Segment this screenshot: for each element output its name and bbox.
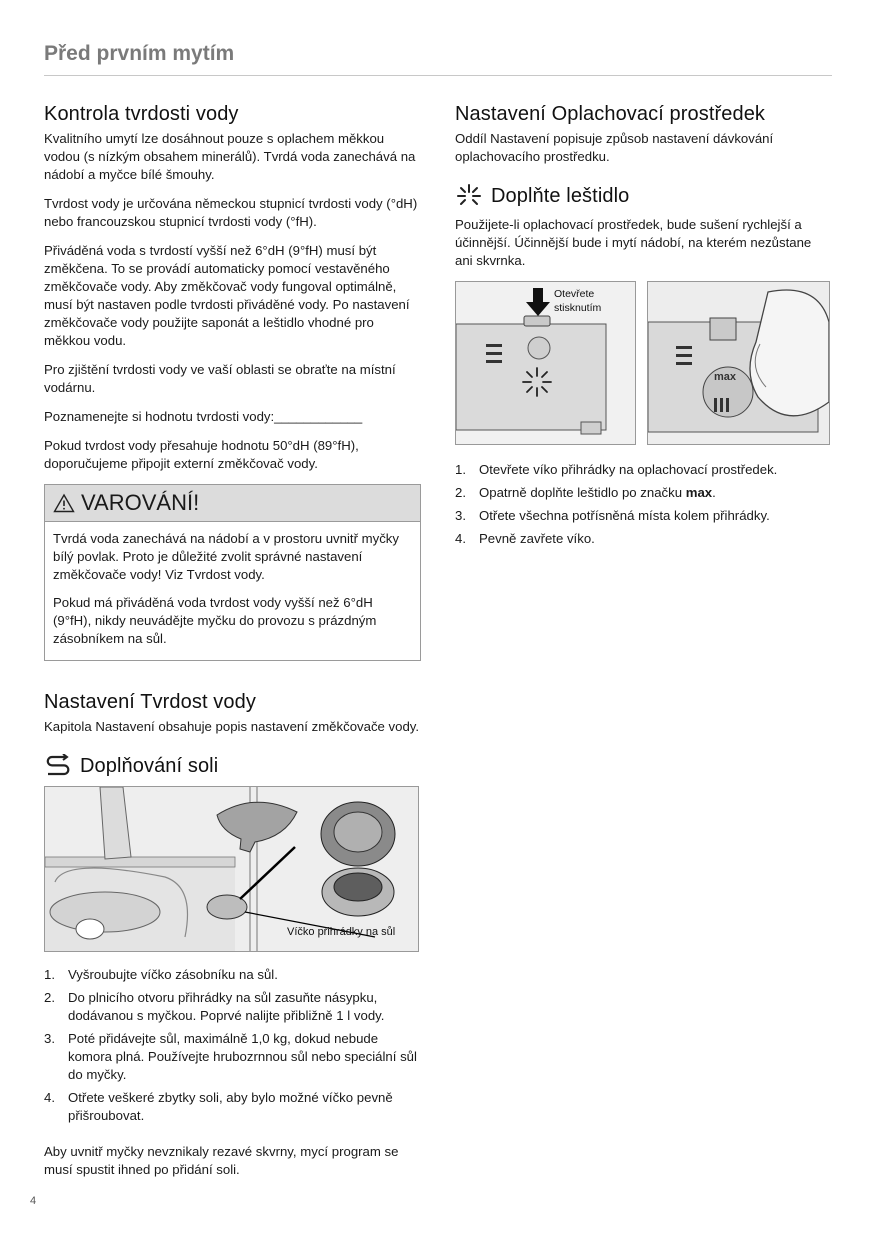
hardness-paragraph: Tvrdost vody je určována německou stupnicí tvrdosti vody (°dH) nebo francouzskou stupnicí tvrdosti vody (°fH). [44,196,418,229]
step-number: 4. [44,1090,55,1105]
step-number: 4. [455,531,466,546]
step-text [479,484,716,502]
max-mark-label: max [714,371,737,383]
step-text: Otřete veškeré zbytky soli, aby bylo možné víčko pevně přišroubovat. [68,1090,393,1123]
warning-box [44,484,421,661]
rinse-fill-drawing [648,282,829,444]
step-text: Vyšroubujte víčko zásobníku na sůl. [68,967,278,982]
list-item [44,989,421,1025]
hardness-paragraph: Pokud tvrdost vody přesahuje hodnotu 50°dH (89°fH), doporučujeme připojit externí změkčovač vody. [44,438,359,471]
step-number: 1. [455,462,466,477]
list-item [455,530,832,548]
step-number: 2. [455,485,466,500]
step-text: Otevřete víko přihrádky na oplachovací prostředek. [479,462,778,477]
rinse-aid-sparkle-icon [455,182,483,210]
rinse-aid-text: Použijete-li oplachovací prostředek, bude sušení rychlejší a účinnější. Účinnější bude i mytí nádobí, na kterém nezůstane ani skvrnka. [455,217,812,268]
step-text: Pevně zavřete víko. [479,531,595,546]
salt-lid-caption: Víčko přihrádky na sůl [287,926,396,938]
hardness-paragraph: Přiváděná voda s tvrdostí vyšší než 6°dH (9°fH) musí být změkčena. To se provádí automaticky pomocí vestavěného změkčovače vody. Aby změkčovač vody fungoval optimálně, musí být nastaven podle tvrdosti přiváděné vody. Po nastavení změkčovače vody použijte saponát a leštidlo vhodné pro měkkou vodu. [44,243,410,348]
hardness-note-line: Poznamenejte si hodnotu tvrdosti vody:____________ [44,409,363,424]
step-text: Do plnicího otvoru přihrádky na sůl zasuňte násypku, dodávanou s myčkou. Poprvé nalijte přibližně 1 l vody. [68,990,385,1023]
hardness-paragraph: Kvalitního umytí lze dosáhnout pouze s oplachem měkkou vodou (s nízkým obsahem minerálů). Tvrdá voda zanechává na nádobí a myčce bílé šmouhy. [44,131,416,182]
page-number: 4 [30,1195,37,1207]
salt-footer-note: Aby uvnitř myčky nevznikaly rezavé skvrny, mycí program se musí spustit ihned po přidání soli. [44,1144,399,1177]
rinse-setting-heading: Nastavení Oplachovací prostředek [455,103,766,125]
warning-body [45,522,420,660]
hardness-paragraph: Pro zjištění tvrdosti vody ve vaší oblasti se obraťte na místní vodárnu. [44,362,396,395]
rinse-fill-illustration [647,281,830,445]
right-column [455,103,832,566]
rinse-steps [455,461,832,548]
left-column [44,103,421,1190]
water-hardness-heading: Kontrola tvrdosti vody [44,103,239,125]
hardness-setting-text: Kapitola Nastavení obsahuje popis nastavení změkčovače vody. [44,719,420,734]
list-item [455,484,832,502]
list-item [44,966,421,984]
rinse-aid-heading: Doplňte leštidlo [491,184,630,207]
list-item [455,461,832,479]
step-number: 3. [44,1031,55,1046]
step-number: 1. [44,967,55,982]
step-text-part: Opatrně doplňte leštidlo po značku [479,485,686,500]
salt-refill-icon [44,754,72,778]
step-text: Otřete všechna potřísněná místa kolem přihrádky. [479,508,770,523]
salt-heading: Doplňování soli [80,754,219,777]
step-number: 2. [44,990,55,1005]
title-divider [44,75,832,76]
list-item [44,1030,421,1084]
press-to-open-caption: Otevřete stisknutím [554,288,602,314]
list-item [44,1089,421,1125]
rinse-setting-text: Oddíl Nastavení popisuje způsob nastavení dávkování oplachovacího prostředku. [455,131,774,164]
rinse-open-illustration [455,281,636,445]
warning-paragraph: Tvrdá voda zanechává na nádobí a v prostoru uvnitř myčky bílý povlak. Proto je důležité zvolit správné nastavení změkčovače vody! Viz Tvrdost vody. [53,531,399,582]
salt-steps [44,966,421,1125]
warning-triangle-icon [53,493,75,513]
step-number: 3. [455,508,466,523]
list-item [455,507,832,525]
step-text-part: . [712,485,716,500]
salt-heading-row [44,754,421,778]
warning-paragraph: Pokud má přiváděná voda tvrdost vody vyšší než 6°dH (9°fH), nikdy neuvádějte myčku do provozu s prázdným zásobníkem na sůl. [53,595,377,646]
warning-title: VAROVÁNÍ! [81,490,200,515]
rinse-illustrations [455,281,832,447]
hardness-setting-heading: Nastavení Tvrdost vody [44,691,256,713]
step-text: Poté přidávejte sůl, maximálně 1,0 kg, dokud nebude komora plná. Používejte hrubozrnnou sůl nebo speciální sůl do myčky. [68,1031,417,1082]
page-title: Před prvním mytím [44,42,235,65]
max-mark-text: max [685,485,713,500]
warning-header [45,485,420,522]
rinse-heading-row [455,182,832,210]
salt-illustration [44,786,419,952]
